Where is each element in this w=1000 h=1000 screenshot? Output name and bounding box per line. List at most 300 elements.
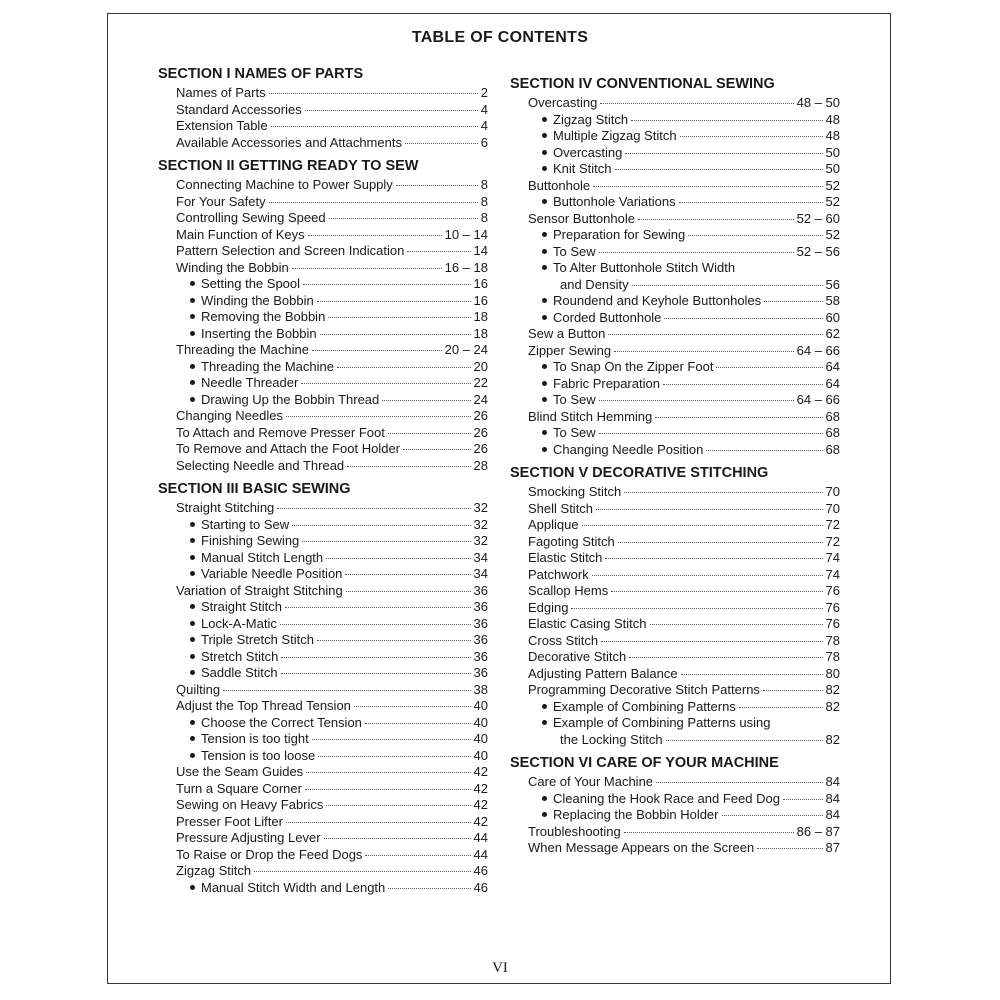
toc-entry[interactable] [158,293,488,310]
entry-page-number: 82 [825,698,840,714]
toc-entry[interactable] [158,118,488,135]
bullet-icon [190,670,195,675]
entry-label: Adjusting Pattern Balance [528,665,678,681]
bullet-icon [190,298,195,303]
entry-page-number: 32 [473,516,488,532]
toc-entry[interactable] [510,277,840,294]
bullet-icon [190,314,195,319]
entry-page-number: 64 – 66 [796,392,840,407]
toc-entry[interactable] [158,194,488,211]
entry-label: Fabric Preparation [553,375,660,391]
entry-label: Example of Combining Patterns [553,698,736,714]
dot-leader [611,591,822,592]
dot-leader [655,417,822,418]
entry-label: Connecting Machine to Power Supply [176,177,393,192]
entry-page-number: 6 [480,134,488,150]
entry-label: Finishing Sewing [201,533,300,548]
entry-label: Use the Seam Guides [176,764,304,779]
entry-label: Smocking Stitch [528,484,622,499]
entry-label: Selecting Needle and Thread [176,457,345,473]
toc-entry[interactable] [158,276,488,293]
toc-entry[interactable] [510,550,840,567]
toc-entry[interactable] [158,863,488,880]
dot-leader [329,218,478,219]
entry-page-number: 26 [473,408,488,423]
toc-entry[interactable] [510,194,840,211]
toc-entry[interactable] [158,425,488,442]
toc-entry[interactable] [510,501,840,518]
entry-label: Tension is too tight [201,731,309,746]
entry-page-number: 84 [825,807,840,822]
entry-label: Straight Stitching [176,500,275,515]
dot-leader [303,284,471,285]
entry-label: Zipper Sewing [528,342,612,358]
dot-leader [301,383,470,384]
dot-leader [739,707,823,708]
entry-page-number: 72 [825,517,840,532]
toc-entry[interactable] [510,682,840,699]
toc-entry[interactable] [510,484,840,501]
bullet-icon [190,885,195,890]
toc-entry[interactable] [510,128,840,145]
toc-entry[interactable] [510,376,840,393]
dot-leader [631,120,822,121]
entry-page-number: 4 [480,101,488,117]
dot-leader [679,202,823,203]
toc-entry[interactable] [158,85,488,102]
dot-leader [599,400,794,401]
entry-page-number: 64 – 66 [796,342,840,358]
toc-entry[interactable] [158,599,488,616]
entry-page-number: 40 [473,747,488,763]
dot-leader [388,888,470,889]
toc-entry[interactable] [158,764,488,781]
toc-entry[interactable] [510,359,840,376]
dot-leader [326,558,470,559]
bullet-icon [190,604,195,609]
toc-entry[interactable] [510,310,840,327]
toc-entry[interactable] [510,824,840,841]
entry-label: Manual Stitch Length [201,549,324,565]
entry-label: Decorative Stitch [528,649,627,664]
entry-label: Straight Stitch [201,599,282,614]
toc-entry[interactable] [158,880,488,897]
toc-entry[interactable] [510,715,840,732]
bullet-icon [542,117,547,122]
toc-entry[interactable] [510,244,840,261]
dot-leader [324,838,471,839]
entry-label: Care of Your Machine [528,774,654,789]
entry-page-number: 36 [473,665,488,680]
bullet-icon [190,621,195,626]
entry-page-number: 50 [825,161,840,176]
entry-label: To Sew [553,243,596,259]
dot-leader [354,706,471,707]
dot-leader [757,848,822,849]
entry-label: Knit Stitch [553,161,612,176]
dot-leader [614,351,794,352]
dot-leader [593,186,822,187]
entry-label: Overcasting [553,144,623,160]
entry-label: When Message Appears on the Screen [528,840,755,855]
toc-entry[interactable] [510,791,840,808]
dot-leader [783,799,823,800]
toc-entry[interactable] [158,243,488,260]
entry-label: Starting to Sew [201,516,290,532]
toc-entry[interactable] [158,326,488,343]
bullet-icon [190,654,195,659]
entry-page-number: 78 [825,649,840,664]
dot-leader [650,624,823,625]
dot-leader [320,334,471,335]
dot-leader [365,855,470,856]
entry-label: Choose the Correct Tension [201,714,362,730]
entry-page-number: 8 [480,193,488,209]
dot-leader [638,219,794,220]
toc-entry[interactable] [510,260,840,277]
entry-label: Quilting [176,681,221,697]
entry-page-number: 70 [825,500,840,516]
toc-entry[interactable] [158,566,488,583]
entry-label: Removing the Bobbin [201,309,326,324]
dot-leader [312,350,442,351]
entry-page-number: 40 [473,698,488,713]
toc-entry[interactable] [158,517,488,534]
entry-label: Buttonhole Variations [553,194,676,209]
toc-entry[interactable] [510,699,840,716]
entry-page-number: 36 [473,632,488,647]
entry-page-number: 64 [825,359,840,374]
toc-entry[interactable] [510,112,840,129]
entry-label: To Sew [553,425,596,440]
dot-leader [403,449,471,450]
toc-entry[interactable] [510,583,840,600]
toc-entry[interactable] [510,409,840,426]
entry-page-number: 68 [825,425,840,440]
entry-label: Corded Buttonhole [553,309,662,325]
dot-leader [286,416,471,417]
entry-page-number: 10 – 14 [444,226,488,242]
entry-label: Triple Stretch Stitch [201,632,314,647]
dot-leader [764,301,822,302]
dot-leader [624,492,822,493]
entry-page-number: 16 [473,292,488,308]
bullet-icon [190,522,195,527]
toc-entry[interactable] [158,533,488,550]
entry-page-number: 46 [473,863,488,878]
toc-section [510,74,840,458]
entry-page-number: 52 [825,194,840,209]
entry-page-number: 76 [825,599,840,615]
entry-page-number: 72 [825,533,840,549]
dot-leader [624,832,794,833]
entry-page-number: 52 [825,227,840,242]
entry-page-number: 60 [825,309,840,325]
entry-page-number: 46 [473,879,488,895]
entry-page-number: 44 [473,846,488,862]
entry-label: Shell Stitch [528,500,594,516]
toc-entry[interactable] [510,211,840,228]
entry-label: Saddle Stitch [201,665,278,680]
toc-entry[interactable] [510,392,840,409]
dot-leader [305,110,478,111]
toc-entry[interactable] [158,731,488,748]
dot-leader [318,756,470,757]
toc-entry[interactable] [510,227,840,244]
toc-entry[interactable] [510,649,840,666]
toc-section [158,479,488,896]
toc-entry[interactable] [158,847,488,864]
entry-page-number: 24 [473,391,488,407]
dot-leader [269,93,478,94]
dot-leader [286,822,471,823]
toc-entry[interactable] [510,178,840,195]
toc-entry[interactable] [510,600,840,617]
bullet-icon [190,380,195,385]
toc-entry[interactable] [158,441,488,458]
entry-label: To Snap On the Zipper Foot [553,359,714,374]
entry-label: Patchwork [528,566,589,582]
dot-leader [277,508,470,509]
entry-label: Preparation for Sewing [553,227,686,242]
entry-label: Names of Parts [176,85,266,100]
entry-page-number: 84 [825,774,840,789]
toc-entry[interactable] [158,665,488,682]
dot-leader [407,251,470,252]
toc-entry[interactable] [510,534,840,551]
toc-section [510,463,840,748]
toc-entry[interactable] [158,375,488,392]
entry-label: Winding the Bobbin [201,292,314,308]
entry-label: To Raise or Drop the Feed Dogs [176,846,363,862]
dot-leader [305,789,471,790]
dot-leader [223,690,470,691]
toc-entry[interactable] [158,814,488,831]
toc-entry[interactable] [510,616,840,633]
toc-entry[interactable] [158,408,488,425]
dot-leader [396,185,478,186]
bullet-icon [190,753,195,758]
dot-leader [629,657,822,658]
entry-page-number: 80 [825,665,840,681]
entry-label: Example of Combining Patterns using [553,715,771,730]
toc-entry[interactable] [510,774,840,791]
entry-label: Available Accessories and Attachments [176,134,402,150]
entry-page-number: 36 [473,599,488,614]
entry-page-number: 20 – 24 [444,342,488,357]
toc-entry[interactable] [158,781,488,798]
toc-entry[interactable] [510,326,840,343]
toc-entry[interactable] [510,293,840,310]
bullet-icon [542,812,547,817]
entry-page-number: 32 [473,500,488,515]
entry-page-number: 42 [473,813,488,829]
entry-page-number: 8 [480,177,488,192]
toc-entry[interactable] [158,309,488,326]
entry-page-number: 76 [825,616,840,631]
dot-leader [280,624,471,625]
entry-label: Fagoting Stitch [528,533,615,549]
dot-leader [292,268,442,269]
entry-label: Winding the Bobbin [176,259,289,275]
toc-entry[interactable] [158,227,488,244]
entry-label: To Alter Buttonhole Stitch Width [553,260,736,275]
dot-leader [599,252,794,253]
entry-label: Buttonhole [528,177,591,193]
toc-entry[interactable] [158,392,488,409]
entry-page-number: 32 [473,533,488,548]
dot-leader [618,542,823,543]
bullet-icon [542,315,547,320]
entry-label: Needle Threader [201,375,299,390]
toc-entry[interactable] [510,567,840,584]
toc-entry[interactable] [158,649,488,666]
entry-page-number: 4 [480,118,488,133]
toc-entry[interactable] [158,500,488,517]
toc-entry[interactable] [510,807,840,824]
entry-label: Turn a Square Corner [176,780,302,796]
entry-label: Elastic Stitch [528,550,603,565]
dot-leader [763,690,823,691]
page-title: TABLE OF CONTENTS [411,29,589,46]
entry-page-number: 52 – 56 [796,243,840,259]
bullet-icon [542,249,547,254]
bullet-icon [542,430,547,435]
entry-label: Pressure Adjusting Lever [176,830,321,845]
toc-entry[interactable] [158,135,488,152]
toc-entry[interactable] [158,616,488,633]
entry-label: Standard Accessories [176,101,302,117]
entry-page-number: 36 [473,648,488,664]
section-heading: SECTION III BASIC SEWING [158,481,351,497]
entry-page-number: 28 [473,457,488,473]
toc-entry[interactable] [510,840,840,857]
toc-entry[interactable] [510,732,840,749]
dot-leader [716,367,822,368]
toc-entry[interactable] [510,442,840,459]
entry-page-number: 78 [825,632,840,648]
entry-page-number: 42 [473,780,488,796]
entry-page-number: 18 [473,325,488,341]
entry-label: Scallop Hems [528,583,609,598]
dot-leader [615,169,823,170]
toc-entry[interactable] [158,632,488,649]
entry-page-number: 2 [480,85,488,100]
entry-page-number: 8 [480,210,488,225]
section-heading: SECTION V DECORATIVE STITCHING [510,465,769,481]
entry-page-number: 58 [825,293,840,308]
entry-label: Replacing the Bobbin Holder [553,807,719,822]
toc-entry[interactable] [510,425,840,442]
entry-label: Sew a Button [528,326,606,341]
entry-label: Multiple Zigzag Stitch [553,128,677,143]
entry-label: Zigzag Stitch [176,863,252,878]
toc-entry[interactable] [510,95,840,112]
bullet-icon [542,133,547,138]
toc-entry[interactable] [158,682,488,699]
section-heading: SECTION II GETTING READY TO SEW [158,158,419,174]
entry-label: Manual Stitch Width and Length [201,879,386,895]
toc-entry[interactable] [158,458,488,475]
entry-page-number: 48 [825,128,840,143]
bullet-icon [190,571,195,576]
toc-entry[interactable] [510,145,840,162]
bullet-icon [542,796,547,801]
entry-page-number: 42 [473,797,488,812]
entry-page-number: 48 [825,111,840,127]
dot-leader [346,591,471,592]
toc-entry[interactable] [510,517,840,534]
entry-page-number: 86 – 87 [796,823,840,839]
dot-leader [600,103,793,104]
bullet-icon [542,199,547,204]
entry-page-number: 50 [825,144,840,160]
entry-page-number: 56 [825,276,840,292]
toc-entry[interactable] [158,698,488,715]
bullet-icon [190,736,195,741]
toc-entry[interactable] [158,102,488,119]
toc-entry[interactable] [510,666,840,683]
entry-label: Changing Needle Position [553,441,704,457]
entry-page-number: 62 [825,326,840,341]
toc-entry[interactable] [158,342,488,359]
toc-entry[interactable] [158,260,488,277]
toc-entry[interactable] [158,210,488,227]
dot-leader [292,525,470,526]
bullet-icon [190,397,195,402]
entry-page-number: 22 [473,375,488,390]
toc-entry[interactable] [158,583,488,600]
dot-leader [592,575,823,576]
toc-entry[interactable] [510,633,840,650]
entry-page-number: 38 [473,681,488,697]
toc-entry[interactable] [158,177,488,194]
entry-label: Elastic Casing Stitch [528,616,647,631]
dot-leader [281,673,471,674]
toc-entry[interactable] [158,748,488,765]
toc-entry[interactable] [158,715,488,732]
dot-leader [285,607,471,608]
dot-leader [664,318,822,319]
bullet-icon [190,720,195,725]
entry-label: Sensor Buttonhole [528,210,635,226]
dot-leader [337,367,471,368]
entry-label: To Sew [553,392,596,407]
bullet-icon [542,381,547,386]
dot-leader [666,740,823,741]
dot-leader [625,153,822,154]
entry-label: the Locking Stitch [560,731,663,747]
dot-leader [388,433,471,434]
toc-entry[interactable] [158,797,488,814]
entry-label: Extension Table [176,118,268,133]
toc-entry[interactable] [510,343,840,360]
dot-leader [281,657,470,658]
entry-label: Main Function of Keys [176,226,305,242]
toc-entry[interactable] [158,830,488,847]
dot-leader [306,772,470,773]
toc-entry[interactable] [158,550,488,567]
entry-label: To Attach and Remove Presser Foot [176,424,385,440]
dot-leader [382,400,470,401]
toc-entry[interactable] [510,161,840,178]
dot-leader [308,235,442,236]
dot-leader [663,384,823,385]
entry-label: Drawing Up the Bobbin Thread [201,391,380,407]
entry-page-number: 84 [825,790,840,806]
dot-leader [317,640,471,641]
toc-entry[interactable] [158,359,488,376]
